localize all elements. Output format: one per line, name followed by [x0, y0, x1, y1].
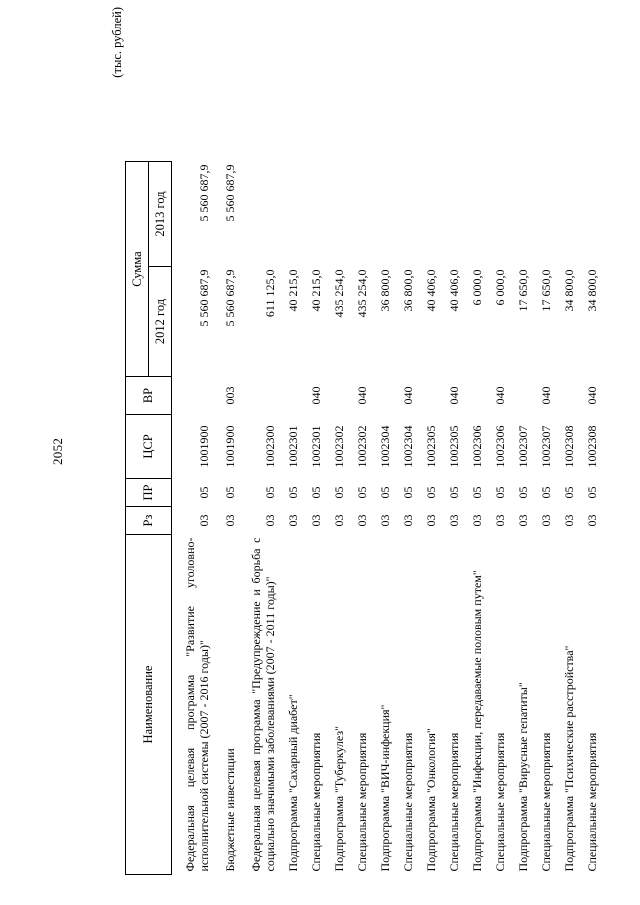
header-2013: 2013 год [149, 162, 172, 267]
row-name [531, 535, 554, 875]
row-vr [278, 377, 301, 415]
row-2012: 40 215,0 [286, 269, 301, 312]
row-name [439, 535, 462, 875]
row-rz: 03 [493, 514, 508, 527]
row-name-text: Федеральная целевая программа "Предупреждение и борьба с социально значимыми заболеваниями (2007 - 2011 годы)" [249, 537, 278, 872]
row-pr: 05 [585, 486, 600, 499]
row-name [577, 535, 600, 875]
row-rz: 03 [539, 514, 554, 527]
row-2012: 40 406,0 [447, 269, 462, 312]
header-sum: Сумма [126, 162, 149, 377]
page-number: 2052 [50, 437, 65, 465]
row-pr: 05 [447, 486, 462, 499]
table-row [212, 162, 238, 875]
row-pr: 05 [493, 486, 508, 499]
row-csr: 1002301 [286, 425, 301, 468]
units-label: (тыс. рублей) [110, 7, 124, 78]
row-2013 [485, 162, 508, 267]
row-csr: 1002306 [493, 425, 508, 468]
row-csr: 1002302 [332, 425, 347, 468]
row-vr [462, 377, 485, 415]
row-vr [238, 377, 278, 415]
row-2012: 36 800,0 [378, 269, 393, 312]
row-name [301, 535, 324, 875]
row-rz: 03 [332, 514, 347, 527]
row-csr: 1002306 [470, 425, 485, 468]
row-2013 [508, 162, 531, 267]
row-name-text: Подпрограмма "Онкология" [424, 728, 439, 872]
table-row [393, 162, 416, 875]
row-name-text: Подпрограмма "Вирусные гепатиты" [516, 682, 531, 872]
row-pr: 05 [263, 486, 278, 499]
row-2012: 36 800,0 [401, 269, 416, 312]
row-rz: 03 [470, 514, 485, 527]
table-row [554, 162, 577, 875]
row-csr: 1002304 [401, 425, 416, 468]
row-name [485, 535, 508, 875]
row-vr [508, 377, 531, 415]
row-rz: 03 [197, 514, 212, 527]
row-2012: 6 000,0 [493, 269, 508, 306]
row-pr: 05 [470, 486, 485, 499]
row-rz: 03 [516, 514, 531, 527]
row-2013 [531, 162, 554, 267]
row-name-text: Подпрограмма "ВИЧ-инфекция" [378, 704, 393, 872]
row-csr: 1002308 [585, 425, 600, 468]
table-row [172, 162, 213, 875]
row-rz: 03 [447, 514, 462, 527]
row-2012: 34 800,0 [585, 269, 600, 312]
row-vr [172, 377, 213, 415]
table-row [462, 162, 485, 875]
row-csr: 1002304 [378, 425, 393, 468]
table-row [485, 162, 508, 875]
row-pr: 05 [286, 486, 301, 499]
row-csr: 1002308 [562, 425, 577, 468]
row-2012: 40 215,0 [309, 269, 324, 312]
table-row [531, 162, 554, 875]
table-row [301, 162, 324, 875]
table-row [416, 162, 439, 875]
row-2012: 5 560 687,9 [223, 269, 238, 327]
header-row [126, 162, 149, 875]
table-row [278, 162, 301, 875]
row-name [370, 535, 393, 875]
header-2012: 2012 год [149, 267, 172, 377]
budget-table [125, 161, 600, 875]
row-name-text: Специальные мероприятия [493, 732, 508, 872]
row-vr: 040 [401, 386, 416, 405]
row-name-text: Бюджетные инвестиции [223, 748, 238, 872]
row-rz: 03 [223, 514, 238, 527]
row-vr: 003 [223, 386, 238, 405]
row-name-text: Подпрограмма "Туберкулез" [332, 725, 347, 872]
row-csr: 1002305 [424, 425, 439, 468]
row-rz: 03 [401, 514, 416, 527]
table-row [370, 162, 393, 875]
row-name [462, 535, 485, 875]
row-name [347, 535, 370, 875]
row-rz: 03 [286, 514, 301, 527]
table-row [439, 162, 462, 875]
row-name-text: Специальные мероприятия [447, 732, 462, 872]
row-pr: 05 [516, 486, 531, 499]
row-2013 [393, 162, 416, 267]
row-rz: 03 [562, 514, 577, 527]
row-2013 [301, 162, 324, 267]
header-vr: ВР [126, 377, 172, 415]
row-2012: 611 125,0 [263, 269, 278, 318]
row-vr: 040 [539, 386, 554, 405]
row-name-text: Подпрограмма "Сахарный диабет" [286, 694, 301, 872]
row-name-text: Подпрограмма "Инфекции, передаваемые половым путем" [470, 570, 485, 872]
row-pr: 05 [539, 486, 554, 499]
row-vr [416, 377, 439, 415]
row-pr: 05 [401, 486, 416, 499]
row-name [238, 535, 278, 875]
row-name-text: Специальные мероприятия [401, 732, 416, 872]
row-name-text: Специальные мероприятия [355, 732, 370, 872]
row-csr: 1002307 [539, 425, 554, 468]
row-rz: 03 [424, 514, 439, 527]
row-csr: 1001900 [197, 425, 212, 468]
row-csr: 1002301 [309, 425, 324, 468]
row-pr: 05 [355, 486, 370, 499]
row-2013 [278, 162, 301, 267]
row-pr: 05 [332, 486, 347, 499]
row-2012: 34 800,0 [562, 269, 577, 312]
row-2013: 5 560 687,9 [197, 164, 212, 222]
row-2013 [462, 162, 485, 267]
table-row [347, 162, 370, 875]
row-2012: 5 560 687,9 [197, 269, 212, 327]
row-vr [324, 377, 347, 415]
row-name-text: Специальные мероприятия [539, 732, 554, 872]
row-2012: 435 254,0 [355, 269, 370, 318]
row-csr: 1002307 [516, 425, 531, 468]
row-csr: 1002305 [447, 425, 462, 468]
table-row [577, 162, 600, 875]
row-rz: 03 [263, 514, 278, 527]
row-2013 [370, 162, 393, 267]
row-2013 [439, 162, 462, 267]
row-vr: 040 [585, 386, 600, 405]
header-rz: Рз [126, 507, 172, 535]
row-rz: 03 [378, 514, 393, 527]
row-pr: 05 [378, 486, 393, 499]
row-csr: 1001900 [223, 425, 238, 468]
row-pr: 05 [309, 486, 324, 499]
row-csr: 1002300 [263, 425, 278, 468]
table-row [238, 162, 278, 875]
row-2013 [238, 162, 278, 267]
row-2012: 40 406,0 [424, 269, 439, 312]
row-rz: 03 [355, 514, 370, 527]
row-pr: 05 [424, 486, 439, 499]
header-name: Наименование [126, 535, 172, 875]
header-csr: ЦСР [126, 415, 172, 479]
table-body [172, 162, 601, 875]
row-pr: 05 [197, 486, 212, 499]
row-name [278, 535, 301, 875]
row-pr: 05 [562, 486, 577, 499]
row-name [554, 535, 577, 875]
row-vr: 040 [309, 386, 324, 405]
row-name [324, 535, 347, 875]
row-rz: 03 [309, 514, 324, 527]
row-vr: 040 [493, 386, 508, 405]
row-name-text: Подпрограмма "Психические расстройства" [562, 645, 577, 872]
row-vr [370, 377, 393, 415]
row-2012: 17 650,0 [539, 269, 554, 312]
table-row [508, 162, 531, 875]
row-name [212, 535, 238, 875]
row-vr [554, 377, 577, 415]
row-2013 [347, 162, 370, 267]
row-2012: 17 650,0 [516, 269, 531, 312]
row-name-text: Специальные мероприятия [309, 732, 324, 872]
header-pr: ПР [126, 479, 172, 507]
row-2013 [324, 162, 347, 267]
row-vr: 040 [447, 386, 462, 405]
row-2013: 5 560 687,9 [223, 164, 238, 222]
row-2013 [577, 162, 600, 267]
row-csr: 1002302 [355, 425, 370, 468]
row-2012: 435 254,0 [332, 269, 347, 318]
row-name-text: Федеральная целевая программа "Развитие уголовно-исполнительной системы (2007 - 2016 годы)" [183, 537, 212, 872]
row-2013 [554, 162, 577, 267]
row-name [393, 535, 416, 875]
table-row [324, 162, 347, 875]
row-vr: 040 [355, 386, 370, 405]
row-2012: 6 000,0 [470, 269, 485, 306]
row-rz: 03 [585, 514, 600, 527]
row-name [172, 535, 213, 875]
row-pr: 05 [223, 486, 238, 499]
row-name-text: Специальные мероприятия [585, 732, 600, 872]
row-2013 [416, 162, 439, 267]
row-name [416, 535, 439, 875]
row-name [508, 535, 531, 875]
